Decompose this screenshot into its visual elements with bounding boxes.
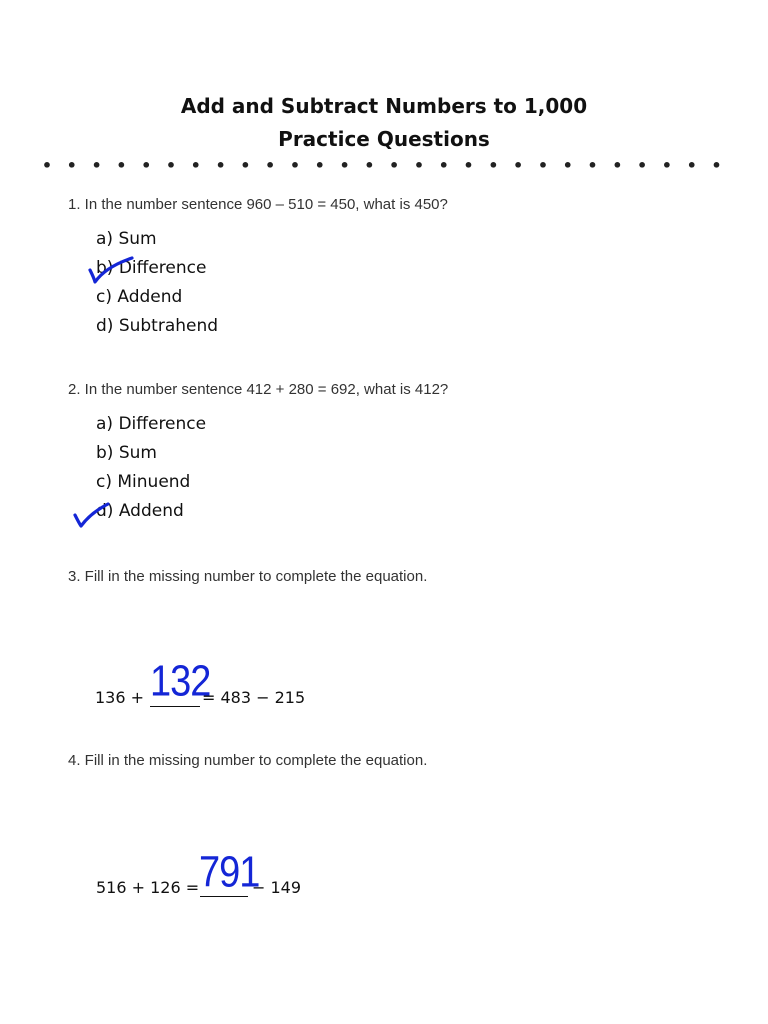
question-2-prompt: 2. In the number sentence 412 + 280 = 692, what is 412? [68, 381, 449, 398]
dotted-divider: • • • • • • • • • • • • • • • • • • • • • • • • • • • • [41, 156, 727, 175]
question-3-handwritten-answer: 132 [150, 657, 211, 706]
question-3-equation-left: 136 + [95, 688, 145, 707]
question-2-option-a: a) Difference [96, 414, 207, 434]
question-1-prompt: 1. In the number sentence 960 – 510 = 450, what is 450? [68, 196, 448, 213]
check-mark-icon [72, 500, 112, 530]
question-2-option-d: d) Addend [96, 501, 184, 521]
question-1-option-c: c) Addend [96, 287, 183, 307]
question-2-option-c: c) Minuend [96, 472, 191, 492]
question-1-option-b: b) Difference [96, 258, 207, 278]
question-2-option-b: b) Sum [96, 443, 157, 463]
page-title: Add and Subtract Numbers to 1,000 [180, 94, 588, 118]
page-subtitle: Practice Questions [278, 127, 490, 151]
question-1-option-a: a) Sum [96, 229, 157, 249]
question-4-handwritten-answer: 791 [199, 848, 260, 897]
question-4-equation-left: 516 + 126 = [96, 878, 200, 897]
question-3-equation-right: = 483 − 215 [202, 688, 306, 707]
question-4-equation-right: − 149 [252, 878, 302, 897]
question-4-prompt: 4. Fill in the missing number to complete the equation. [68, 752, 428, 769]
question-3-prompt: 3. Fill in the missing number to complete the equation. [68, 568, 428, 585]
check-mark-icon [86, 256, 136, 286]
question-1-option-d: d) Subtrahend [96, 316, 219, 336]
